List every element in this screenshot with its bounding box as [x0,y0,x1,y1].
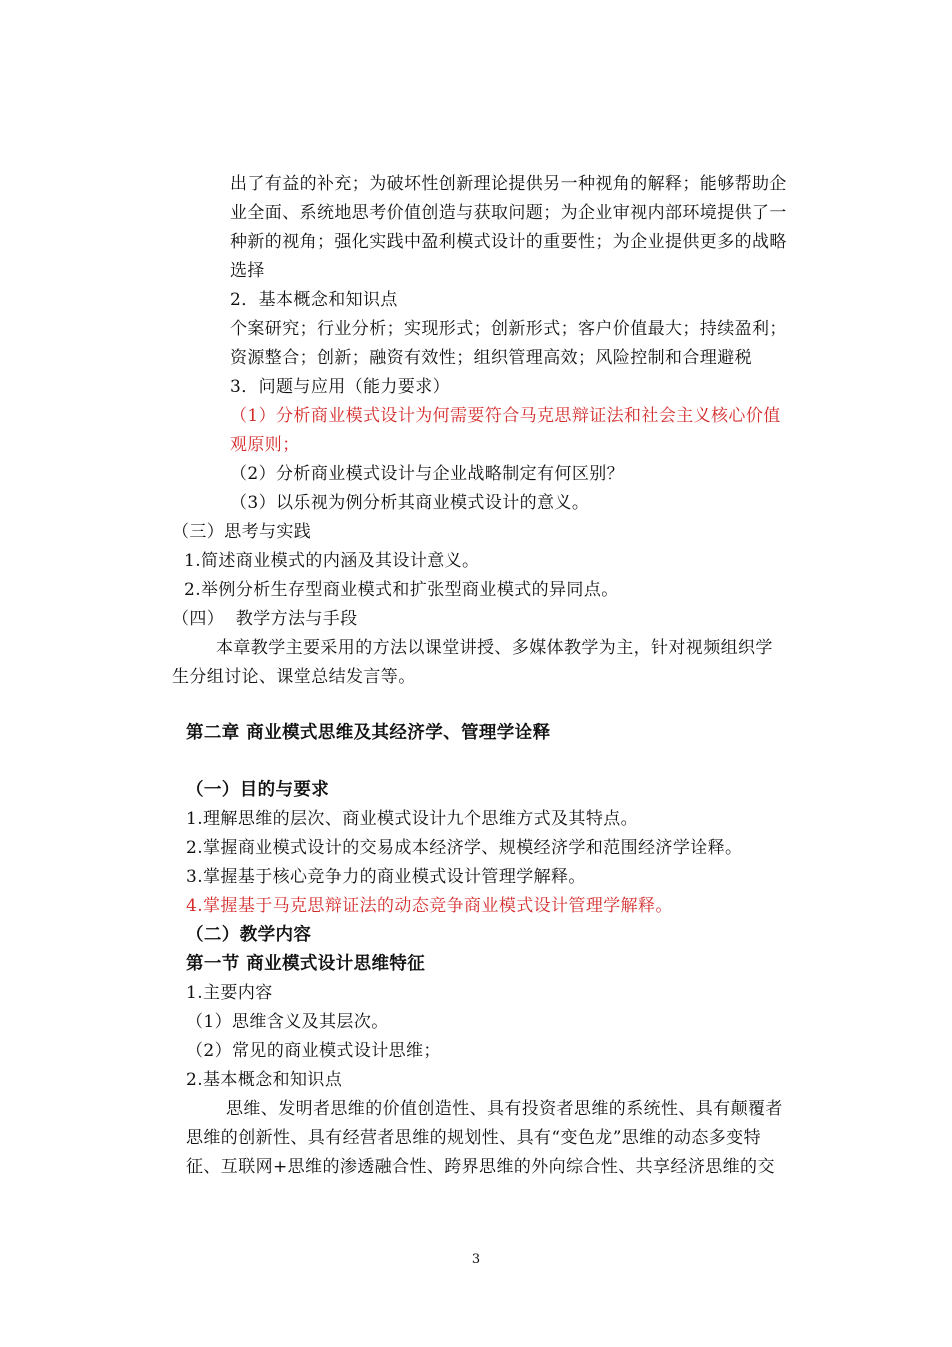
basic-concepts-line: 征、互联网+思维的渗透融合性、跨界思维的外向综合性、共享经济思维的交 [186,1157,775,1177]
content-heading: （二）教学内容 [186,925,312,945]
main-content-item: （2）常见的商业模式设计思维； [186,1041,441,1061]
goal-item: 3.掌握基于核心竞争力的商业模式设计管理学解释。 [186,867,586,887]
main-content-heading: 1.主要内容 [186,983,273,1003]
concept-line: 资源整合；创新；融资有效性；组织管理高效；风险控制和合理避税 [230,348,752,368]
basic-concepts-line: 思维的创新性、具有经营者思维的规划性、具有“变色龙”思维的动态多变特 [186,1128,761,1148]
methods-heading: （四） 教学方法与手段 [172,609,358,629]
subheading-basic-concepts: 2．基本概念和知识点 [230,290,398,310]
methods-line: 本章教学主要采用的方法以课堂讲授、多媒体教学为主，针对视频组织学 [216,638,773,658]
goal-item: 1.理解思维的层次、商业模式设计九个思维方式及其特点。 [186,809,639,829]
paragraph-line: 选择 [230,261,265,281]
basic-concepts-line: 思维、发明者思维的价值创造性、具有投资者思维的系统性、具有颠覆者 [226,1099,783,1119]
question-3: （3）以乐视为例分析其商业模式设计的意义。 [230,493,590,513]
practice-item: 2.举例分析生存型商业模式和扩张型商业模式的异同点。 [184,580,619,600]
question-1-line: （1）分析商业模式设计为何需要符合马克思辩证法和社会主义核心价值 [230,406,781,426]
main-content-item: （1）思维含义及其层次。 [186,1012,389,1032]
basic-concepts-heading: 2.基本概念和知识点 [186,1070,343,1090]
paragraph-line: 种新的视角；强化实践中盈利模式设计的重要性；为企业提供更多的战略 [230,232,787,252]
chapter-title: 第二章 商业模式思维及其经济学、管理学诠释 [186,723,551,743]
page-number: 3 [471,1252,481,1267]
question-1-line: 观原则； [230,435,300,455]
paragraph-line: 出了有益的补充；为破坏性创新理论提供另一种视角的解释；能够帮助企 [230,174,787,194]
methods-line: 生分组讨论、课堂总结发言等。 [172,667,416,687]
practice-heading: （三）思考与实践 [172,522,312,542]
practice-item: 1.简述商业模式的内涵及其设计意义。 [184,551,480,571]
concept-line: 个案研究；行业分析；实现形式；创新形式；客户价值最大；持续盈利； [230,319,787,339]
section-title: 第一节 商业模式设计思维特征 [186,954,426,974]
goal-item-4: 4.掌握基于马克思辩证法的动态竞争商业模式设计管理学解释。 [186,896,673,916]
goals-heading: （一）目的与要求 [186,780,330,800]
paragraph-line: 业全面、系统地思考价值创造与获取问题；为企业审视内部环境提供了一 [230,203,787,223]
goal-item: 2.掌握商业模式设计的交易成本经济学、规模经济学和范围经济学诠释。 [186,838,743,858]
question-2: （2）分析商业模式设计与企业战略制定有何区别？ [230,464,625,484]
subheading-problems: 3．问题与应用（能力要求） [230,377,451,397]
